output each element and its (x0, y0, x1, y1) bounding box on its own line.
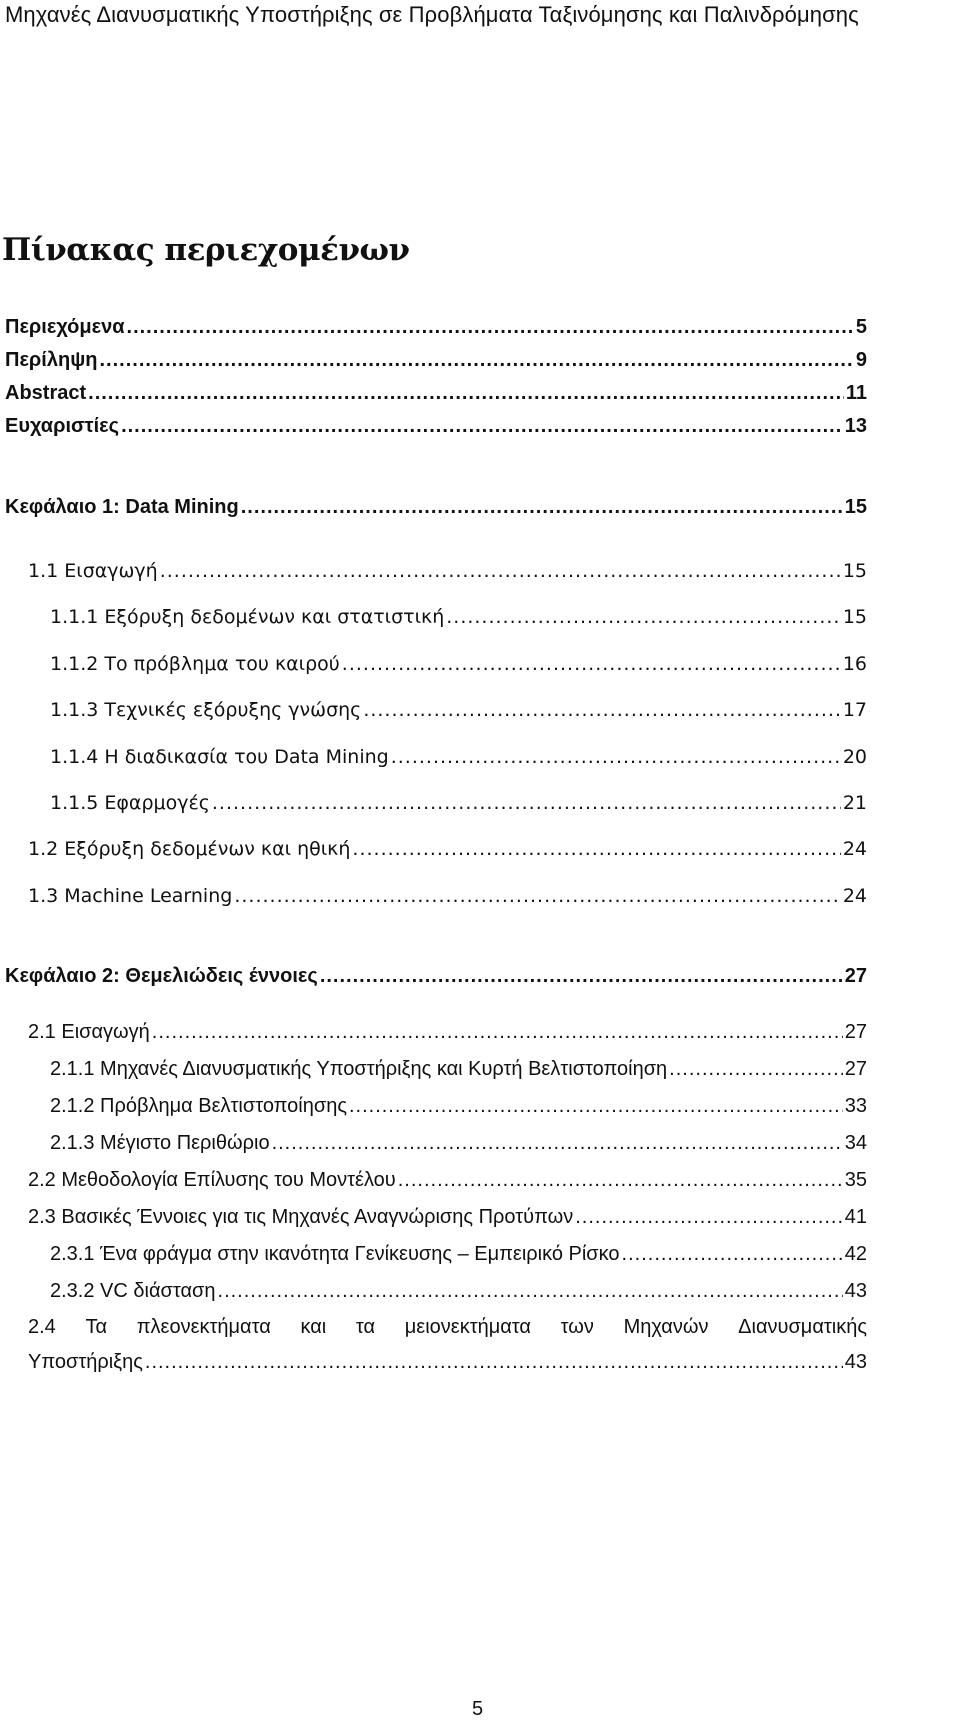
running-header: Μηχανές Διανυσματικής Υποστήριξης σε Προβλήματα Ταξινόμησης και Παλινδρόμησης (5, 2, 859, 27)
toc-entry-page: 27 (844, 1058, 867, 1080)
toc-entry-page: 24 (842, 885, 867, 907)
dot-leader (145, 1348, 843, 1376)
toc-entry-word: και (300, 1316, 327, 1338)
toc-entry-label: Υποστήριξης (28, 1351, 143, 1373)
toc-entry-label: Abstract (5, 382, 87, 404)
dot-leader (272, 1129, 843, 1157)
toc-entry-1-2[interactable] (28, 835, 867, 863)
toc-entry-page: 43 (844, 1280, 867, 1302)
toc-entry-label: 2.1.2 Πρόβλημα Βελτιστοποίησης (50, 1095, 347, 1117)
dot-leader (352, 835, 840, 863)
toc-entry-word: Μηχανών (623, 1316, 709, 1338)
toc-entry-2-4-continuation[interactable] (28, 1348, 867, 1376)
toc-entry-label: 1.1 Εισαγωγή (28, 560, 158, 582)
toc-entry-page: 21 (842, 792, 867, 814)
toc-entry-page: 17 (842, 699, 867, 721)
toc-entry-acknowledgements[interactable] (5, 412, 867, 440)
dot-leader (391, 743, 841, 771)
toc-entry-page: 34 (844, 1132, 867, 1154)
toc-entry-2-4[interactable] (28, 1310, 867, 1344)
toc-entry-label: 2.3.1 Ένα φράγμα στην ικανότητα Γενίκευσης – Εμπειρικό Ρίσκο (50, 1243, 620, 1265)
toc-entry-2-1[interactable] (28, 1018, 867, 1046)
page-number: 5 (472, 1698, 484, 1720)
toc-entry-label: 2.1.3 Μέγιστο Περιθώριο (50, 1132, 270, 1154)
toc-entry-summary[interactable] (5, 346, 867, 374)
toc-entry-contents[interactable] (5, 313, 867, 341)
dot-leader (446, 603, 841, 631)
toc-entry-justified-line (28, 1310, 867, 1344)
toc-title: Πίνακας περιεχομένων (2, 232, 410, 268)
toc-entry-label: 1.1.2 Το πρόβλημα του καιρού (50, 653, 340, 675)
toc-entry-1-3[interactable] (28, 882, 867, 910)
toc-entry-page: 27 (844, 1021, 867, 1043)
toc-entry-page: 24 (842, 838, 867, 860)
toc-entry-2-3-1[interactable] (50, 1240, 867, 1268)
dot-leader (88, 379, 844, 407)
toc-entry-label: Περιεχόμενα (5, 316, 125, 338)
toc-entry-label: Κεφάλαιο 2: Θεμελιώδεις έννοιες (5, 965, 318, 987)
toc-entry-page: 33 (844, 1095, 867, 1117)
toc-entry-1-1-3[interactable] (50, 696, 867, 724)
toc-entry-2-1-2[interactable] (50, 1092, 867, 1120)
toc-entry-label: 1.1.4 Η διαδικασία του Data Mining (50, 746, 389, 768)
toc-entry-label: 2.2 Μεθοδολογία Επίλυσης του Μοντέλου (28, 1169, 396, 1191)
toc-entry-page: 42 (844, 1243, 867, 1265)
toc-entry-label: 2.1.1 Μηχανές Διανυσματικής Υποστήριξης και Κυρτή Βελτιστοποίηση (50, 1058, 668, 1080)
dot-leader (100, 346, 854, 374)
toc-entry-label: 1.1.3 Τεχνικές εξόρυξης γνώσης (50, 699, 362, 721)
toc-entry-label: 2.3.2 VC διάσταση (50, 1280, 216, 1302)
toc-entry-1-1-5[interactable] (50, 789, 867, 817)
dot-leader (342, 650, 841, 678)
toc-entry-label: Περίληψη (5, 349, 98, 371)
toc-entry-1-1-1[interactable] (50, 603, 867, 631)
toc-entry-chapter-1[interactable] (5, 493, 867, 521)
dot-leader (398, 1166, 843, 1194)
toc-entry-2-1-3[interactable] (50, 1129, 867, 1157)
toc-entry-label: Κεφάλαιο 1: Data Mining (5, 496, 239, 518)
dot-leader (575, 1203, 843, 1231)
toc-entry-word: των (560, 1316, 594, 1338)
toc-entry-page: 15 (842, 606, 867, 628)
toc-entry-page: 15 (842, 560, 867, 582)
toc-entry-chapter-2[interactable] (5, 962, 867, 990)
toc-entry-page: 20 (842, 746, 867, 768)
dot-leader (349, 1092, 843, 1120)
dot-leader (363, 696, 841, 724)
toc-entry-2-1-1[interactable] (50, 1055, 867, 1083)
toc-entry-page: 16 (842, 653, 867, 675)
dot-leader (160, 557, 841, 585)
toc-entry-word: τα (355, 1316, 376, 1338)
dot-leader (218, 1277, 843, 1305)
toc-entry-page: 11 (845, 382, 867, 404)
toc-entry-page: 27 (844, 965, 867, 987)
dot-leader (241, 493, 843, 521)
toc-entry-label: 2.3 Βασικές Έννοιες για τις Μηχανές Αναγνώρισης Προτύπων (28, 1206, 574, 1228)
dot-leader (320, 962, 843, 990)
toc-entry-label: Ευχαριστίες (5, 415, 120, 437)
toc-entry-page: 15 (844, 496, 867, 518)
dot-leader (121, 412, 843, 440)
toc-entry-word: Τα (85, 1316, 108, 1338)
toc-entry-page: 13 (844, 415, 867, 437)
dot-leader (234, 882, 840, 910)
toc-entry-word: μειονεκτήματα (404, 1316, 531, 1338)
toc-entry-label: 2.1 Εισαγωγή (28, 1021, 150, 1043)
toc-entry-label: 1.2 Εξόρυξη δεδομένων και ηθική (28, 838, 351, 860)
toc-entry-page: 41 (844, 1206, 867, 1228)
toc-entry-1-1[interactable] (28, 557, 867, 585)
toc-entry-1-1-4[interactable] (50, 743, 867, 771)
toc-entry-2-3[interactable] (28, 1203, 867, 1231)
dot-leader (622, 1240, 843, 1268)
toc-entry-word: πλεονεκτήματα (136, 1316, 271, 1338)
toc-entry-2-3-2[interactable] (50, 1277, 867, 1305)
dot-leader (669, 1055, 843, 1083)
toc-entry-page: 43 (844, 1351, 867, 1373)
toc-entry-label: 1.1.1 Εξόρυξη δεδομένων και στατιστική (50, 606, 445, 628)
toc-entry-page: 35 (844, 1169, 867, 1191)
toc-entry-word: 2.4 (28, 1316, 56, 1338)
toc-entry-word: Διανυσματικής (738, 1316, 867, 1338)
toc-entry-label: 1.1.5 Εφαρμογές (50, 792, 210, 814)
toc-entry-label: 1.3 Machine Learning (28, 885, 233, 907)
toc-entry-page: 5 (855, 316, 867, 338)
toc-entry-2-2[interactable] (28, 1166, 867, 1194)
toc-entry-page: 9 (855, 349, 867, 371)
toc-entry-1-1-2[interactable] (50, 650, 867, 678)
toc-entry-abstract[interactable] (5, 379, 867, 407)
dot-leader (212, 789, 841, 817)
dot-leader (152, 1018, 843, 1046)
dot-leader (127, 313, 854, 341)
